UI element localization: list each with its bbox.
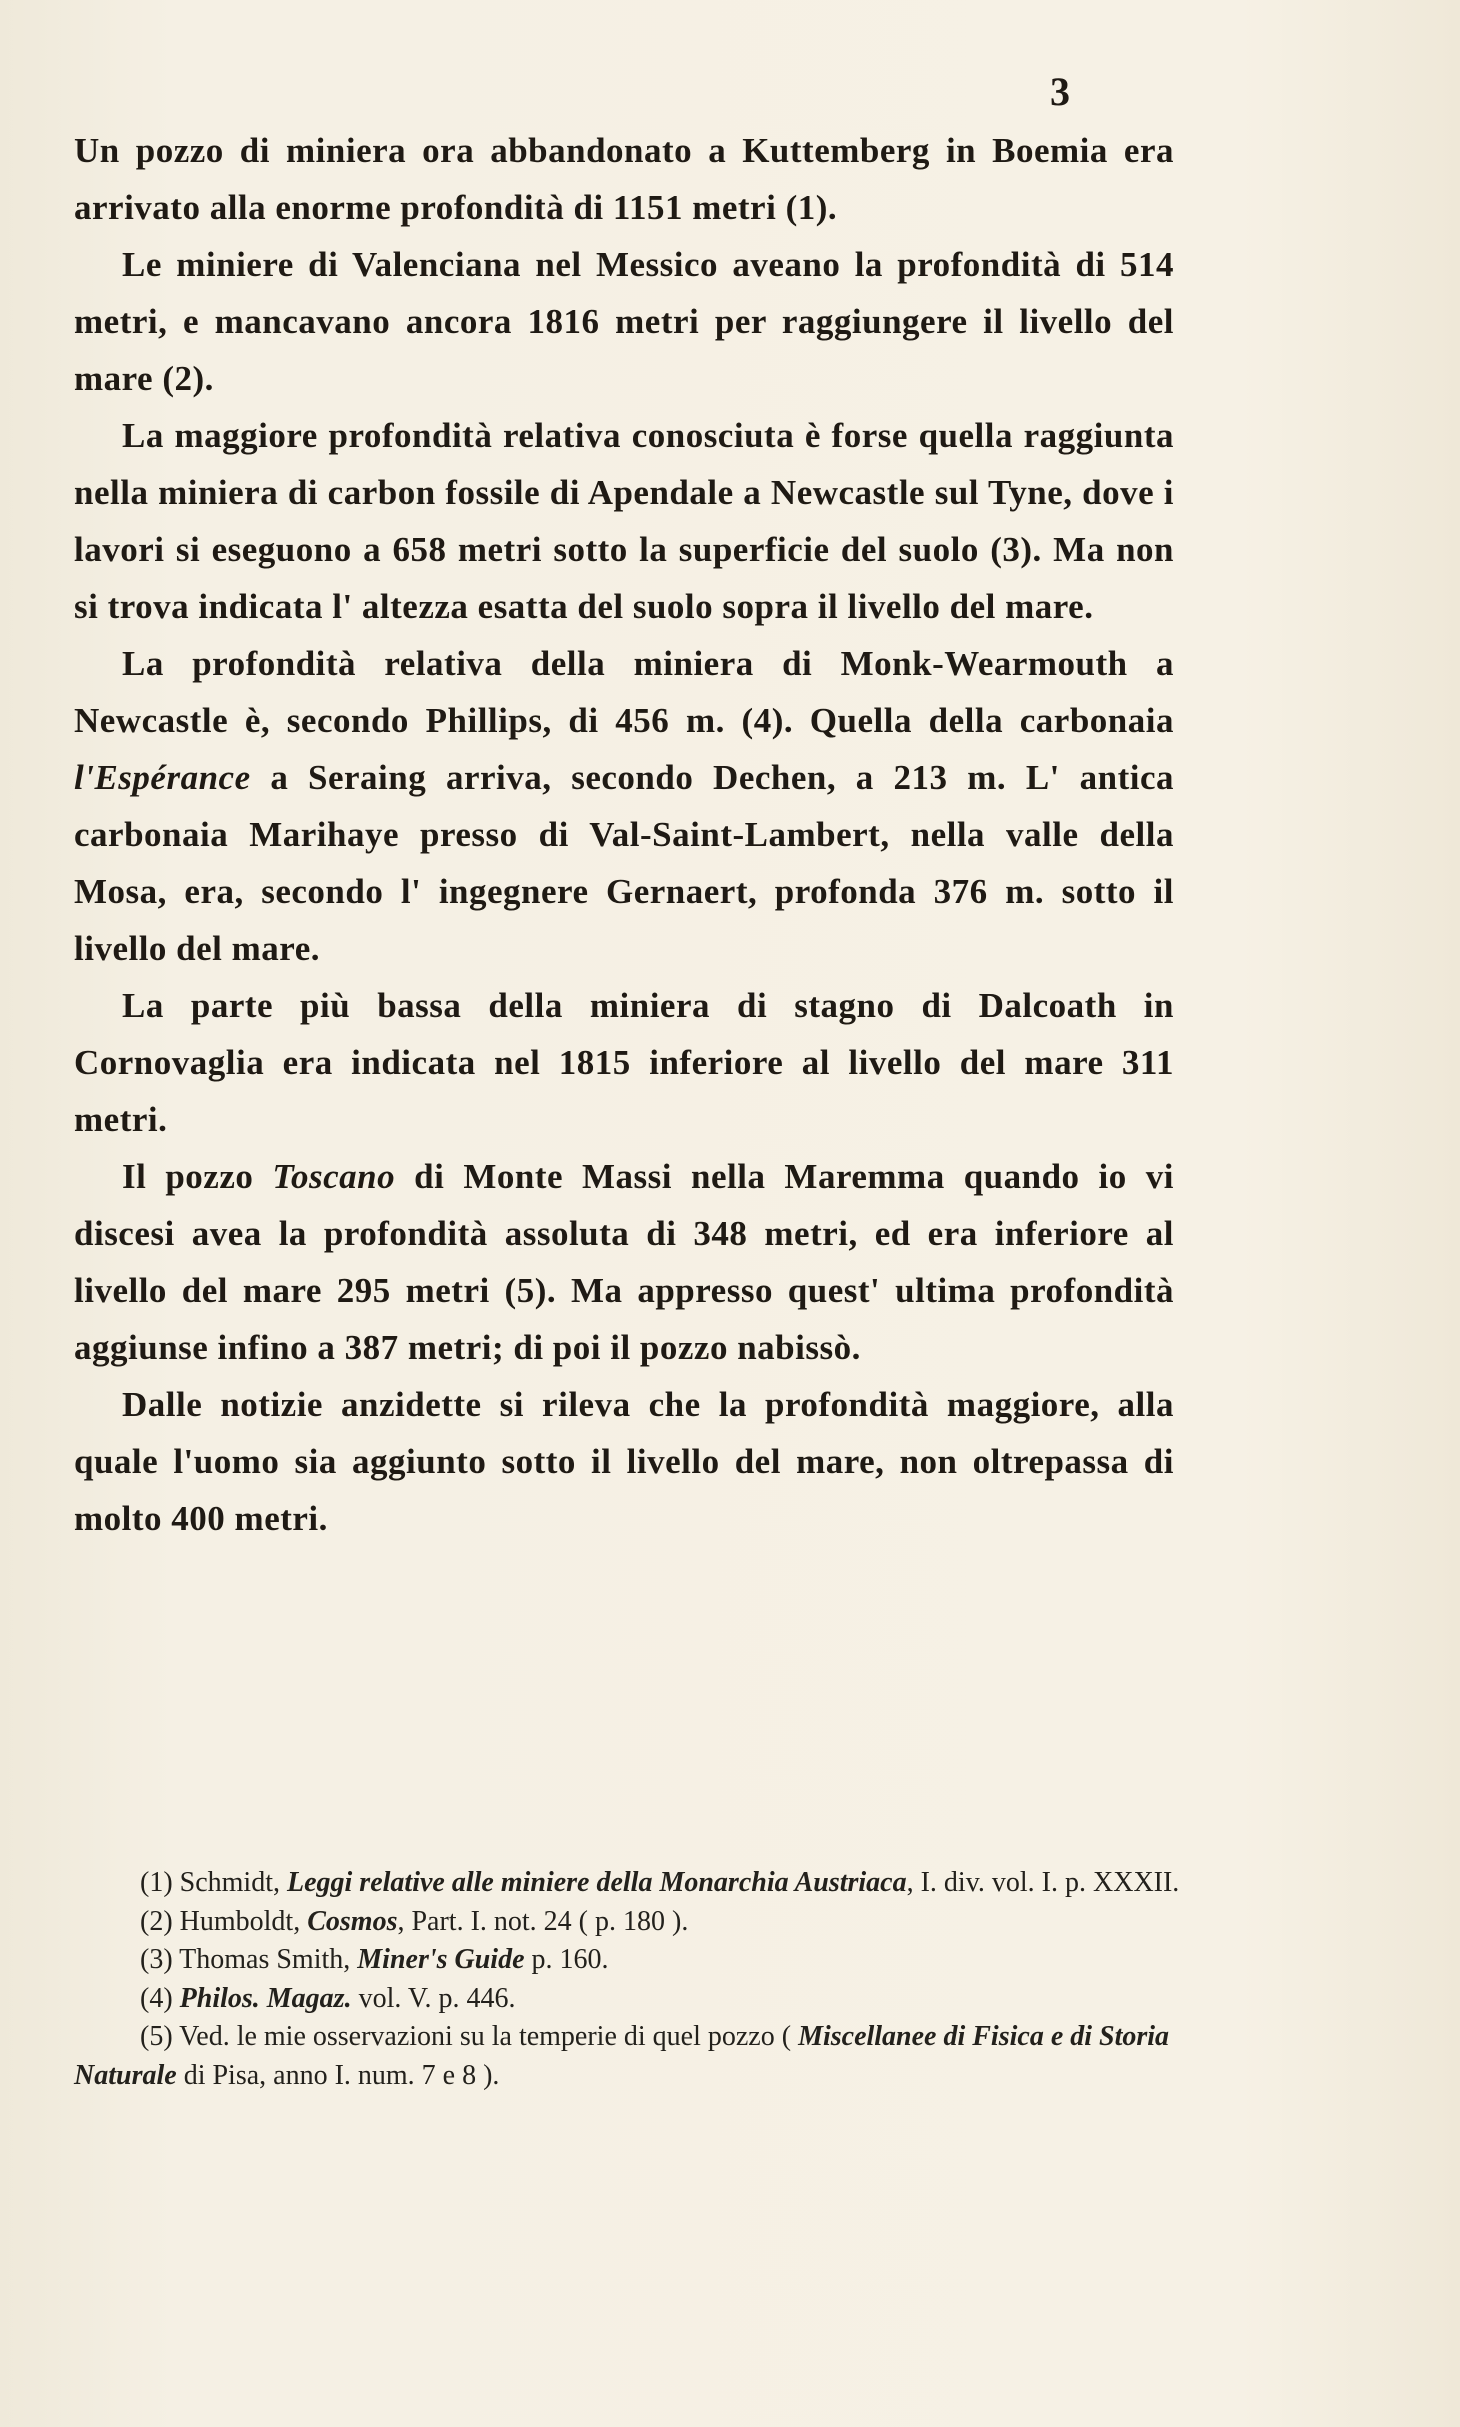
- text-run: , I. div. vol. I. p. XXXII.: [906, 1867, 1180, 1898]
- text-run: La profondità relativa della miniera di Monk-Wearmouth a Newcastle è, secondo Phillips, di 456 m. (4). Quella della carbonaia: [74, 644, 1174, 740]
- text-run: p. 160.: [524, 1944, 609, 1975]
- paragraph: [74, 122, 1174, 236]
- italic-title: Philos. Magaz.: [179, 1982, 352, 2014]
- text-run: Un pozzo di miniera ora abbandonato a Kuttemberg in Boemia era arrivato alla enorme profondità di 1151 metri (1).: [74, 131, 1174, 227]
- footnote: [74, 1864, 1184, 1903]
- text-run: Le miniere di Valenciana nel Messico aveano la profondità di 514 metri, e mancavano ancora 1816 metri per raggiungere il livello del mare (2).: [74, 245, 1174, 398]
- text-run: La parte più bassa della miniera di stagno di Dalcoath in Cornovaglia era indicata nel 1815 inferiore al livello del mare 311 metri.: [74, 986, 1174, 1139]
- text-run: (2) Humboldt,: [140, 1905, 308, 1937]
- paragraph: [74, 977, 1174, 1148]
- text-run: (5) Ved. le mie osservazioni su la temperie di quel pozzo (: [140, 2021, 799, 2052]
- paragraph: [74, 635, 1174, 977]
- footnote: [74, 2018, 1184, 2095]
- paragraph: [74, 407, 1174, 635]
- italic-title: Leggi relative alle miniere della Monarchia Austriaca: [287, 1867, 907, 1898]
- paragraph: [74, 1376, 1174, 1547]
- body-text: [74, 122, 1174, 1547]
- text-run: vol. V. p. 446.: [351, 1982, 516, 2014]
- page-number: 3: [1050, 69, 1070, 114]
- text-run: (4): [140, 1982, 180, 2014]
- italic-title: Miscellanee di Fisica e di Storia Naturale: [74, 2021, 1170, 2091]
- paragraph: [74, 1148, 1174, 1376]
- text-run: , Part. I. not. 24 ( p. 180 ).: [397, 1905, 689, 1937]
- footnote: [74, 1903, 1184, 1942]
- text-run: di Monte Massi nella Maremma quando io vi discesi avea la profondità assoluta di 348 metri, ed era inferiore al livello del mare 295 metri (5). Ma appresso quest' ultima profondità aggiunse infino a 387 metri; di poi il pozzo nabissò.: [74, 1157, 1174, 1367]
- footnote: [74, 1941, 1184, 1980]
- text-run: Dalle notizie anzidette si rileva che la profondità maggiore, alla quale l'uomo sia aggiunto sotto il livello del mare, non oltrepassa di molto 400 metri.: [74, 1385, 1174, 1538]
- text-run: a Seraing arriva, secondo Dechen, a 213 m. L' antica carbonaia Marihaye presso di Val-Saint-Lambert, nella valle della Mosa, era, secondo l' ingegnere Gernaert, profonda 376 m. sotto il livello del mare.: [74, 758, 1174, 968]
- text-run: (1) Schmidt,: [140, 1867, 287, 1898]
- text-run: La maggiore profondità relativa conosciuta è forse quella raggiunta nella miniera di carbon fossile di Apendale a Newcastle sul Tyne, dove i lavori si eseguono a 658 metri sotto la superficie del suolo (3). Ma non si trova indicata l' altezza esatta del suolo sopra il livello del mare.: [74, 416, 1174, 626]
- footnotes: [74, 1864, 1184, 2095]
- italic-title: l'Espérance: [74, 758, 251, 797]
- italic-title: Toscano: [272, 1157, 396, 1196]
- italic-title: Cosmos: [307, 1905, 398, 1937]
- text-run: (3) Thomas Smith,: [140, 1944, 358, 1975]
- text-run: di Pisa, anno I. num. 7 e 8 ).: [176, 2059, 500, 2091]
- footnote: [74, 1980, 1184, 2019]
- italic-title: Miner's Guide: [357, 1944, 525, 1975]
- text-run: Il pozzo: [122, 1157, 273, 1196]
- paragraph: [74, 236, 1174, 407]
